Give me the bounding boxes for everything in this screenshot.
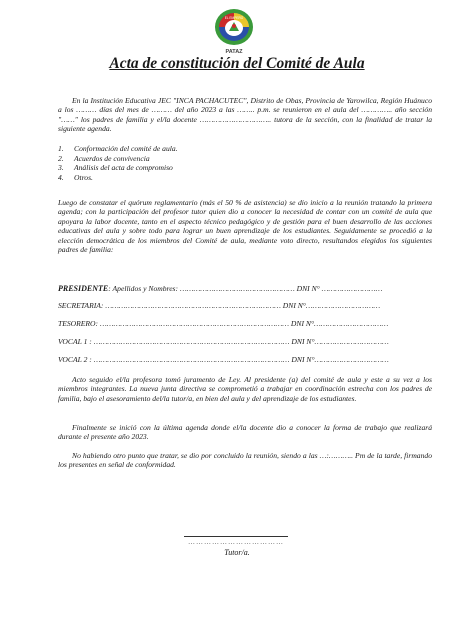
agenda-item-number: 2. bbox=[58, 153, 64, 163]
vocal1-blank: : …………………………………………………………………………… DNI N°…………………………… bbox=[87, 337, 389, 346]
vocal2-field bbox=[58, 355, 438, 365]
agenda-item-text: Análisis del acta de compromiso bbox=[74, 163, 173, 173]
intro-paragraph: En la Institución Educativa JEC "INCA PACHACUTEC", Distrito de Obas, Provincia de Yarowilca, Región Huánuco a los ……… días del mes de ……… del año 2023 a las …….. p.m. se reunieron en el aula del ………….. año sección "……" los padres de familia y el/la docente ………………………….. tutora de la sección, con la finalidad de tratar la siguiente agenda. bbox=[58, 96, 432, 134]
secretary-field bbox=[58, 301, 438, 311]
president-label: PRESIDENTE bbox=[58, 284, 109, 293]
school-logo bbox=[207, 6, 261, 56]
agenda-item-number: 1. bbox=[58, 144, 64, 153]
president-field bbox=[58, 284, 438, 294]
agenda-item-text: Otros. bbox=[74, 172, 93, 182]
agenda-item bbox=[58, 163, 358, 173]
vocal2-blank: : …………………………………………………………………………… DNI N°…………………………… bbox=[87, 355, 389, 364]
oath-paragraph: Acto seguido el/la profesora tomó juramento de Ley. Al presidente (a) del comité de aula y este a su vez a los miembros integrantes. La nueva junta directiva se comprometió a trabajar en coordinación estrecha con los padres de familia, bajo el asesoramiento del/la tutor/a, en bien del aula y del aprendizaje de los estudiantes. bbox=[58, 375, 432, 403]
agenda-item-number: 3. bbox=[58, 163, 64, 173]
development-paragraph: Luego de constatar el quórum reglamentario (más el 50 % de asistencia) se dio inicio a la reunión tratando la primera agenda; con la participación del profesor tutor quien dio a conocer la necesidad de contar con un comité de aula que apoyara la labor docente, tanto en el aspecto técnico pedagógico y de gestión para el buen desarrollo de las acciones educativas del aula y sobre todo para lograr un buen aprendizaje de los estudiantes. Seguidamente se procedió a la elección democrática de los miembros del Comité de aula, mediante voto directo, resultandos elegidos los siguientes padres de familia: bbox=[58, 198, 432, 255]
secretary-label: SECRETARIA bbox=[58, 301, 101, 310]
agenda-item-number: 4. bbox=[58, 172, 64, 182]
treasurer-blank: : ………………………………………………………………………… DNI N°…………………………… bbox=[95, 319, 389, 328]
vocal2-label: VOCAL 2 bbox=[58, 355, 88, 364]
vocal1-label: VOCAL 1 bbox=[58, 337, 88, 346]
logo-top-text: EL EMPERO bbox=[224, 16, 244, 20]
logo-bottom-text: PATAZ bbox=[225, 49, 243, 55]
agenda-item bbox=[58, 173, 358, 183]
vocal1-field bbox=[58, 337, 438, 347]
secretary-blank: : …………………………………………………………………… DNI N°…………………………… bbox=[100, 301, 381, 310]
president-blank: : Apellidos y Nombres: …………………………………………… DNI N° ……………………… bbox=[108, 284, 383, 293]
agenda-list bbox=[58, 144, 358, 182]
document-title: Acta de constitución del Comité de Aula bbox=[109, 55, 365, 72]
signature-line bbox=[184, 536, 288, 537]
signature-label: Tutor/a. bbox=[224, 548, 250, 557]
signature-dots: ……………………………… bbox=[188, 538, 284, 546]
closing-paragraph: No habiendo otro punto que tratar, se dio por concluido la reunión, siendo a las …:……….. Pm de la tarde, firmando los presentes en señal de conformidad. bbox=[58, 451, 432, 470]
agenda-item-text: Conformación del comité de aula. bbox=[74, 144, 178, 153]
treasurer-field bbox=[58, 319, 438, 329]
agenda-item bbox=[58, 144, 358, 154]
final-agenda-paragraph: Finalmente se inició con la última agenda donde el/la docente dio a conocer la forma de trabajo que realizará durante el presente año 2023. bbox=[58, 423, 432, 442]
agenda-item-text: Acuerdos de convivencia bbox=[74, 153, 150, 163]
agenda-item bbox=[58, 154, 358, 164]
treasurer-label: TESORERO bbox=[58, 319, 96, 328]
